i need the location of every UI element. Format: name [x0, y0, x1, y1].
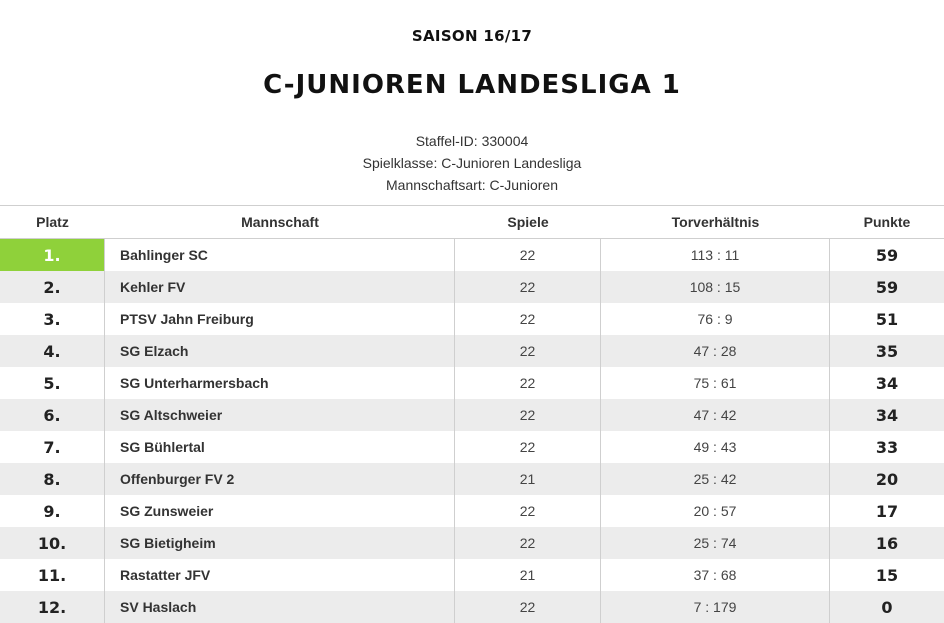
platz-cell: 12. — [0, 591, 105, 623]
platz-cell: 7. — [0, 431, 105, 463]
spiele-cell: 22 — [455, 591, 601, 623]
platz-cell: 6. — [0, 399, 105, 431]
table-row — [0, 399, 944, 431]
team-link[interactable]: SG Altschweier — [105, 399, 455, 431]
league-meta — [0, 130, 944, 196]
header-spiele: Spiele — [507, 214, 549, 230]
platz-cell: 10. — [0, 527, 105, 559]
team-link[interactable]: SG Unterharmersbach — [105, 367, 455, 399]
punkte-cell: 34 — [875, 405, 899, 425]
spiele-cell: 21 — [455, 559, 601, 591]
punkte-cell: 59 — [875, 277, 899, 297]
torverhaeltnis-cell: 37 : 68 — [601, 559, 830, 591]
season-title: SAISON 16/17 — [411, 27, 533, 45]
platz-cell: 2. — [0, 271, 105, 303]
punkte-cell: 15 — [875, 565, 899, 585]
team-link[interactable]: Rastatter JFV — [105, 559, 455, 591]
platz-cell: 11. — [0, 559, 105, 591]
platz-cell: 1. — [0, 239, 105, 271]
header-mannschaft: Mannschaft — [241, 214, 319, 230]
spielklasse: Spielklasse: C-Junioren Landesliga — [362, 155, 582, 171]
header-punkte: Punkte — [863, 214, 911, 230]
team-link[interactable]: SV Haslach — [105, 591, 455, 623]
table-row — [0, 367, 944, 399]
spiele-cell: 22 — [455, 527, 601, 559]
spiele-cell: 22 — [455, 367, 601, 399]
header-platz: Platz — [36, 214, 69, 230]
torverhaeltnis-cell: 25 : 42 — [601, 463, 830, 495]
platz-cell: 5. — [0, 367, 105, 399]
table-row — [0, 431, 944, 463]
platz-cell: 8. — [0, 463, 105, 495]
table-row — [0, 591, 944, 623]
punkte-cell: 33 — [875, 437, 899, 457]
table-row — [0, 335, 944, 367]
punkte-cell: 17 — [875, 501, 899, 521]
table-header — [0, 206, 944, 239]
team-link[interactable]: Bahlinger SC — [105, 239, 455, 271]
table-row — [0, 271, 944, 303]
torverhaeltnis-cell: 75 : 61 — [601, 367, 830, 399]
spiele-cell: 22 — [455, 335, 601, 367]
table-row — [0, 303, 944, 335]
platz-cell: 9. — [0, 495, 105, 527]
team-link[interactable]: PTSV Jahn Freiburg — [105, 303, 455, 335]
table-row — [0, 527, 944, 559]
staffel-id: Staffel-ID: 330004 — [415, 133, 529, 149]
spiele-cell: 22 — [455, 495, 601, 527]
spiele-cell: 22 — [455, 303, 601, 335]
spiele-cell: 21 — [455, 463, 601, 495]
punkte-cell: 34 — [875, 373, 899, 393]
punkte-cell: 0 — [881, 597, 893, 617]
torverhaeltnis-cell: 113 : 11 — [601, 239, 830, 271]
torverhaeltnis-cell: 7 : 179 — [601, 591, 830, 623]
league-title: C-JUNIOREN LANDESLIGA 1 — [263, 70, 681, 100]
torverhaeltnis-cell: 49 : 43 — [601, 431, 830, 463]
punkte-cell: 59 — [875, 245, 899, 265]
spiele-cell: 22 — [455, 399, 601, 431]
platz-cell: 3. — [0, 303, 105, 335]
mannschaftsart: Mannschaftsart: C-Junioren — [386, 177, 558, 193]
table-body — [0, 239, 944, 623]
table-row — [0, 463, 944, 495]
punkte-cell: 51 — [875, 309, 899, 329]
spiele-cell: 22 — [455, 239, 601, 271]
team-link[interactable]: Offenburger FV 2 — [105, 463, 455, 495]
team-link[interactable]: Kehler FV — [105, 271, 455, 303]
torverhaeltnis-cell: 47 : 28 — [601, 335, 830, 367]
team-link[interactable]: SG Bietigheim — [105, 527, 455, 559]
standings-table — [0, 205, 944, 623]
torverhaeltnis-cell: 108 : 15 — [601, 271, 830, 303]
spiele-cell: 22 — [455, 431, 601, 463]
punkte-cell: 20 — [875, 469, 899, 489]
torverhaeltnis-cell: 47 : 42 — [601, 399, 830, 431]
punkte-cell: 16 — [875, 533, 899, 553]
team-link[interactable]: SG Bühlertal — [105, 431, 455, 463]
table-row — [0, 559, 944, 591]
header-torverhaeltnis: Torverhältnis — [671, 214, 760, 230]
platz-cell: 4. — [0, 335, 105, 367]
torverhaeltnis-cell: 20 : 57 — [601, 495, 830, 527]
punkte-cell: 35 — [875, 341, 899, 361]
torverhaeltnis-cell: 76 : 9 — [601, 303, 830, 335]
torverhaeltnis-cell: 25 : 74 — [601, 527, 830, 559]
spiele-cell: 22 — [455, 271, 601, 303]
table-row — [0, 239, 944, 271]
table-row — [0, 495, 944, 527]
team-link[interactable]: SG Zunsweier — [105, 495, 455, 527]
team-link[interactable]: SG Elzach — [105, 335, 455, 367]
